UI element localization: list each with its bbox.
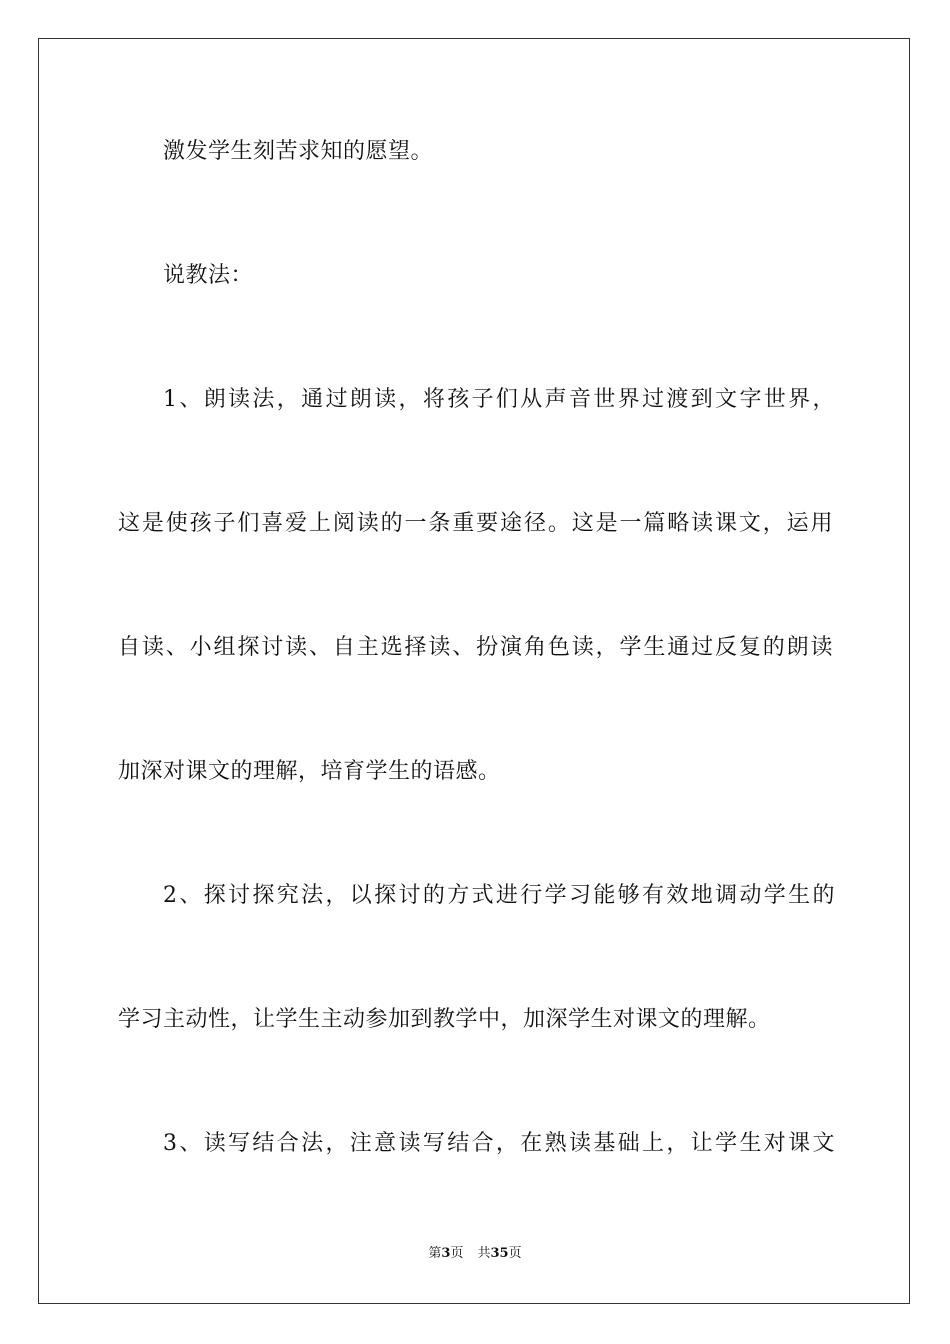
total-label-prefix: 共 [477, 1246, 491, 1261]
paragraph-line: 1、朗读法，通过朗读，将孩子们从声音世界过渡到文字世界， [163, 387, 835, 412]
total-pages-number: 35 [490, 1246, 509, 1261]
page-label-suffix: 页 [450, 1246, 464, 1261]
section-heading: 说教法： [163, 263, 254, 288]
current-page-number: 3 [441, 1246, 451, 1261]
paragraph-line: 2、探讨探究法，以探讨的方式进行学习能够有效地调动学生的 [163, 883, 835, 908]
paragraph-line: 3、读写结合法，注意读写结合，在熟读基础上，让学生对课文 [163, 1131, 835, 1156]
paragraph-line: 自读、小组探讨读、自主选择读、扮演角色读，学生通过反复的朗读 [118, 635, 833, 660]
total-label-suffix: 页 [508, 1246, 522, 1261]
paragraph-line: 学习主动性，让学生主动参加到教学中，加深学生对课文的理解。 [118, 1007, 771, 1032]
paragraph-line: 激发学生刻苦求知的愿望。 [163, 139, 434, 164]
page-border [38, 38, 910, 1304]
paragraph-line: 加深对课文的理解，培育学生的语感。 [118, 759, 501, 784]
page-label-prefix: 第 [428, 1246, 442, 1261]
paragraph-line: 这是使孩子们喜爱上阅读的一条重要途径。这是一篇略读课文，运用 [118, 511, 833, 536]
page-footer [0, 1244, 950, 1264]
